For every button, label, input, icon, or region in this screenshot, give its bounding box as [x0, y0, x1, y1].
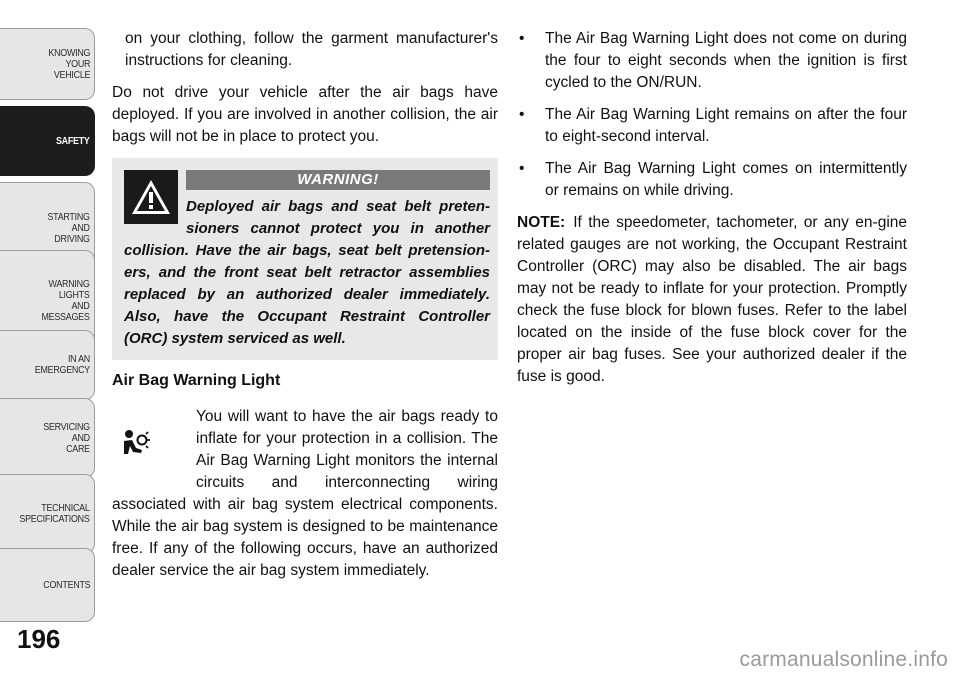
note-text: If the speedometer, tachometer, or any en-gine related gauges are not working, the Occupant Restraint Controller (ORC) may also be disabled. The air bags may not be ready to inflate for your protection. Promptly check the fuse block for blown fuses. Refer to the label located on the inside of the fuse block cover for the proper air bag fuses. See your authorized dealer if the fuse is good.	[517, 214, 907, 385]
warning-triangle-icon	[124, 170, 178, 224]
list-item: • The Air Bag Warning Light does not come on during the four to eight seconds when the ignition is first cycled to the ON/RUN.	[519, 30, 907, 91]
left-column	[112, 28, 498, 592]
watermark: carmanualsonline.info	[739, 648, 948, 671]
tab-safety[interactable]: SAFETY	[0, 106, 95, 176]
tab-technical-specifications[interactable]: TECHNICAL SPECIFICATIONS	[0, 474, 95, 554]
warning-box	[112, 158, 498, 360]
note-label: NOTE:	[517, 214, 566, 231]
airbag-paragraph-lead: You will want to have the air bags ready to inflate for your protection in a collision. The Air Bag Warning Light monitors the internal circuits and interconnecting wiring	[196, 408, 498, 491]
airbag-section	[112, 406, 498, 582]
airbag-paragraph-rest: associated with air bag system electrical components. While the air bag system is designed to be maintenance free. If any of the following occurs, have an authorized dealer service the air bag system immediately.	[112, 496, 498, 579]
warning-body: Deployed air bags and seat belt preten-sioners cannot protect you in another collision. Have the air bags, seat belt pretension-ers, and the front seat belt retractor assemblies replaced by an authorized dealer immediately. Also, have the Occupant Restraint Controller (ORC) system serviced as well.	[124, 198, 490, 347]
note-paragraph	[517, 212, 907, 388]
tab-contents[interactable]: CONTENTS	[0, 548, 95, 622]
continued-text: on your clothing, follow the garment manufacturer's instructions for cleaning.	[125, 30, 498, 69]
warning-title: WARNING!	[186, 170, 490, 190]
tab-servicing-and-care[interactable]: SERVICING AND CARE	[0, 398, 95, 478]
tab-in-an-emergency[interactable]: IN AN EMERGENCY	[0, 330, 95, 400]
list-item: • The Air Bag Warning Light comes on intermittently or remains on while driving.	[519, 160, 907, 199]
airbag-paragraph	[112, 406, 498, 582]
list-item: • The Air Bag Warning Light remains on after the four to eight-second interval.	[519, 106, 907, 145]
tab-knowing-your-vehicle[interactable]: KNOWING YOUR VEHICLE	[0, 28, 95, 100]
right-column	[517, 28, 907, 398]
page-number: 196	[17, 624, 61, 654]
warning-light-conditions	[517, 28, 907, 202]
section-heading: Air Bag Warning Light	[112, 372, 281, 389]
air-bag-deployed-paragraph: Do not drive your vehicle after the air bags have deployed. If you are involved in another collision, the air bags will not be in place to protect you.	[112, 84, 498, 145]
airbag-warning-icon	[118, 428, 150, 460]
tab-warning-lights-and-messages[interactable]: WARNING LIGHTS AND MESSAGES	[0, 250, 95, 352]
tab-starting-and-driving[interactable]: STARTING AND DRIVING	[0, 182, 95, 274]
